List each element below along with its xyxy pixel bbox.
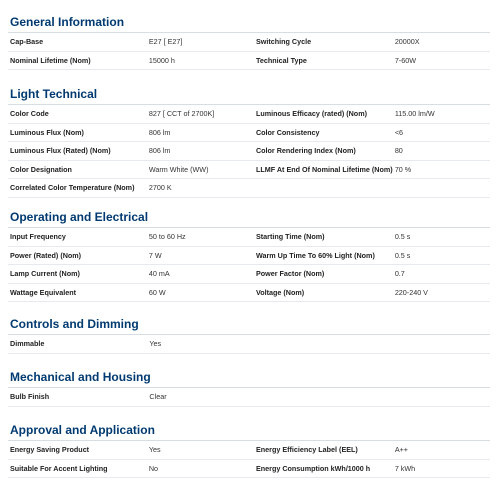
spec-value: 50 to 60 Hz [148,232,186,241]
section-title: Controls and Dimming [8,314,490,335]
spec-label: Lamp Current (Nom) [10,269,80,278]
spec-label: Nominal Lifetime (Nom) [10,55,91,65]
spec-label: Technical Type [255,55,307,65]
spec-row [8,33,490,52]
spec-label [254,179,395,197]
spec-value: 806 lm [148,146,171,155]
spec-label: Suitable For Accent Lighting [10,463,108,473]
spec-row [8,105,490,124]
spec-label: Power (Rated) (Nom) [10,250,82,260]
spec-value: 0.7 [394,269,405,278]
spec-label: Correlated Color Temperature (Nom) [10,183,135,192]
spec-row [8,161,490,180]
section-title: General Information [8,12,490,33]
spec-row [8,284,490,303]
spec-label: Luminous Flux (Rated) (Nom) [10,146,111,155]
spec-row [8,335,490,354]
spec-label: Switching Cycle [255,37,312,46]
spec-value: 7 W [148,250,162,260]
spec-value: A++ [394,445,409,454]
spec-label: Energy Efficiency Label (EEL) [255,445,358,454]
section-title: Mechanical and Housing [8,367,490,388]
section-light-technical [8,84,490,198]
spec-label: Energy Consumption kWh/1000 h [255,463,371,473]
spec-label: LLMF At End Of Nominal Lifetime (Nom) [255,164,393,174]
spec-value: 60 W [148,287,166,297]
spec-label: Energy Saving Product [10,445,90,454]
spec-label: Color Rendering Index (Nom) [255,146,356,155]
spec-label: Bulb Finish [10,392,50,401]
spec-value: Warm White (WW) [148,164,209,174]
section-title: Approval and Application [8,420,490,441]
spec-value: 806 lm [148,127,171,137]
spec-row [8,247,490,266]
spec-label: Wattage Equivalent [10,287,77,297]
spec-value: Yes [148,445,161,454]
spec-value: 15000 h [148,55,175,65]
spec-value: Yes [149,339,162,348]
spec-row [8,228,490,247]
spec-row [8,124,490,143]
spec-row [8,52,490,71]
section-mechanical-housing [8,367,490,407]
spec-value: 115.00 lm/W [394,109,435,118]
spec-row [8,388,490,407]
spec-label: Cap-Base [10,37,44,46]
section-controls-dimming [8,314,490,354]
spec-value: 0.5 s [394,250,411,260]
spec-value: 0.5 s [394,232,411,241]
spec-value: 70 % [394,164,412,174]
spec-value: <6 [394,127,404,137]
section-title: Operating and Electrical [8,207,490,228]
spec-label: Luminous Efficacy (rated) (Nom) [255,109,367,118]
spec-value: No [148,463,159,473]
spec-row [8,441,490,460]
spec-label: Starting Time (Nom) [255,232,325,241]
spec-label: Dimmable [10,339,45,348]
spec-row [8,460,490,479]
spec-value: 80 [394,146,403,155]
spec-label: Color Designation [10,164,72,174]
spec-label: Color Consistency [255,127,320,137]
spec-value: 7-60W [394,55,416,65]
spec-label: Input Frequency [10,232,66,241]
spec-value: 2700 K [148,183,172,192]
spec-row [8,142,490,161]
section-operating-electrical [8,207,490,302]
spec-label: Luminous Flux (Nom) [10,127,84,137]
spec-value: 7 kWh [394,463,416,473]
section-approval-application [8,420,490,478]
spec-label: Voltage (Nom) [255,287,305,297]
spec-value: E27 [ E27] [148,37,183,46]
section-general-information [8,12,490,70]
section-title: Light Technical [8,84,490,105]
spec-value: 40 mA [148,269,170,278]
spec-value: 220-240 V [394,287,428,297]
spec-value [395,179,490,197]
spec-value: Clear [149,392,167,401]
spec-row [8,179,490,198]
spec-label: Color Code [10,109,49,118]
spec-value: 827 [ CCT of 2700K] [148,109,215,118]
spec-label: Power Factor (Nom) [255,269,325,278]
spec-value: 20000X [394,37,420,46]
spec-label: Warm Up Time To 60% Light (Nom) [255,250,375,260]
spec-row [8,265,490,284]
